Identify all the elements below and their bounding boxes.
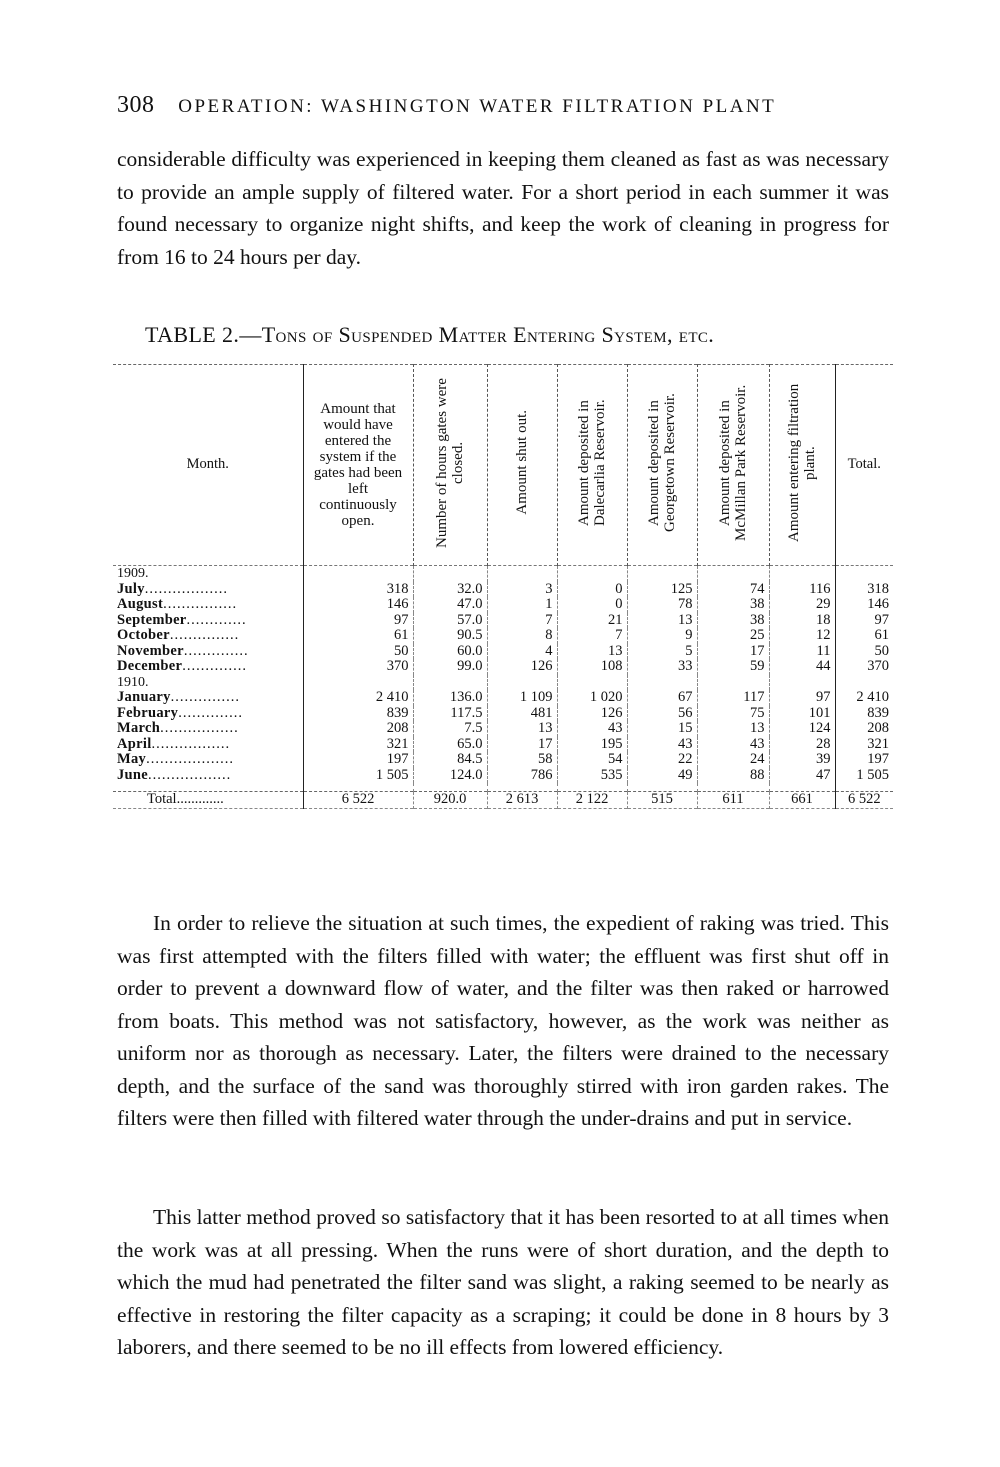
empty-cell (627, 566, 697, 582)
table-row (113, 737, 893, 753)
value-cell: 136.0 (413, 690, 487, 706)
value-cell: 50 (303, 644, 413, 660)
table-header-row (113, 365, 893, 566)
value-cell: 108 (557, 659, 627, 675)
table-row (113, 659, 893, 675)
value-cell: 0 (557, 597, 627, 613)
value-cell: 90.5 (413, 628, 487, 644)
empty-cell (697, 675, 769, 691)
value-cell: 22 (627, 752, 697, 768)
value-cell: 78 (627, 597, 697, 613)
table-caption-title: Tons of Suspended Matter Entering System, etc. (261, 322, 715, 347)
value-cell: 1 (487, 597, 557, 613)
empty-cell (413, 566, 487, 582)
table-row (113, 597, 893, 613)
value-cell: 1 109 (487, 690, 557, 706)
value-cell: 5 (627, 644, 697, 660)
month-cell: July.................. (117, 580, 229, 597)
total-value: 6 522 (303, 792, 413, 809)
value-cell: 124 (769, 721, 835, 737)
value-cell: 75 (697, 706, 769, 722)
value-cell: 839 (835, 706, 893, 722)
value-cell: 208 (835, 721, 893, 737)
value-cell: 47.0 (413, 597, 487, 613)
value-cell: 54 (557, 752, 627, 768)
value-cell: 1 020 (557, 690, 627, 706)
value-cell: 33 (627, 659, 697, 675)
value-cell: 126 (557, 706, 627, 722)
paragraph-text: This latter method proved so satisfactory that it has been resorted to at all times when the work was at all pressing. When the runs were of short duration, and the depth to which the mud had penetrated the filter sand was slight, a raking seemed to be nearly as effective in restoring the filter capacity as a scraping; it could be done in 8 hours by 3 laborers, and there seemed to be no ill effects from lowered efficiency. (117, 1205, 889, 1359)
month-cell: September............. (117, 611, 247, 628)
value-cell: 32.0 (413, 582, 487, 598)
value-cell: 146 (835, 597, 893, 613)
empty-cell (769, 675, 835, 691)
table-row (113, 752, 893, 768)
value-cell: 116 (769, 582, 835, 598)
value-cell: 318 (303, 582, 413, 598)
month-cell: June.................. (117, 766, 232, 783)
value-cell: 126 (487, 659, 557, 675)
col-header-shut-out: Amount shut out. (487, 365, 557, 566)
value-cell: 47 (769, 768, 835, 784)
value-cell: 13 (557, 644, 627, 660)
total-row (113, 792, 893, 809)
value-cell: 50 (835, 644, 893, 660)
paragraph-1 (117, 143, 889, 273)
col-header-georgetown: Amount deposited in Georgetown Reservoir. (627, 365, 697, 566)
col-header-mcmillan: Amount deposited in McMillan Park Reservoir. (697, 365, 769, 566)
col-header-potential-amount: Amount that would have entered the system if the gates had been left continuously open. (303, 365, 413, 566)
value-cell: 481 (487, 706, 557, 722)
table-body (113, 566, 893, 809)
col-header-hours-closed: Number of hours gates were closed. (413, 365, 487, 566)
year-label: 1910. (117, 674, 149, 690)
month-cell: January............... (117, 689, 241, 705)
value-cell: 17 (487, 737, 557, 753)
empty-cell (557, 675, 627, 691)
year-group-row (113, 566, 893, 582)
value-cell: 195 (557, 737, 627, 753)
col-header-month: Month. (186, 456, 229, 473)
paragraph-text: In order to relieve the situation at such times, the expedient of raking was tried. This was first attempted with the filters filled with water; the effluent was first shut off in order to prevent a downward flow of water, and the filter was then raked or harrowed from boats. This method was not satisfactory, however, as the work was neither as uniform nor as thorough as necessary. Later, the filters were drained to the necessary depth, and the surface of the sand was thoroughly stirred with iron garden rakes. The filters were then filled with filtered water through the under-drains and put in service. (117, 911, 889, 1130)
value-cell: 61 (835, 628, 893, 644)
value-cell: 7.5 (413, 721, 487, 737)
total-label: Total............. (147, 791, 224, 807)
value-cell: 786 (487, 768, 557, 784)
value-cell: 321 (303, 737, 413, 753)
empty-cell (835, 675, 893, 691)
value-cell: 4 (487, 644, 557, 660)
table-row (113, 582, 893, 598)
value-cell: 13 (697, 721, 769, 737)
value-cell: 17 (697, 644, 769, 660)
empty-cell (627, 675, 697, 691)
value-cell: 25 (697, 628, 769, 644)
year-label: 1909. (117, 566, 149, 581)
value-cell: 24 (697, 752, 769, 768)
value-cell: 318 (835, 582, 893, 598)
table-row (113, 706, 893, 722)
value-cell: 13 (487, 721, 557, 737)
empty-cell (487, 675, 557, 691)
total-value: 2 613 (487, 792, 557, 809)
table-caption (145, 322, 714, 348)
total-value: 611 (697, 792, 769, 809)
value-cell: 88 (697, 768, 769, 784)
paragraph-3 (117, 1201, 889, 1364)
paragraph-2 (117, 907, 889, 1135)
value-cell: 535 (557, 768, 627, 784)
empty-cell (303, 675, 413, 691)
value-cell: 38 (697, 613, 769, 629)
table-caption-prefix: TABLE 2.— (145, 322, 262, 347)
value-cell: 43 (557, 721, 627, 737)
value-cell: 1 505 (303, 768, 413, 784)
col-header-total: Total. (835, 365, 893, 566)
value-cell: 1 505 (835, 768, 893, 784)
value-cell: 21 (557, 613, 627, 629)
total-value: 920.0 (413, 792, 487, 809)
value-cell: 12 (769, 628, 835, 644)
empty-cell (557, 566, 627, 582)
value-cell: 125 (627, 582, 697, 598)
value-cell: 8 (487, 628, 557, 644)
empty-cell (697, 566, 769, 582)
value-cell: 56 (627, 706, 697, 722)
table-row (113, 628, 893, 644)
value-cell: 18 (769, 613, 835, 629)
table-row (113, 768, 893, 784)
value-cell: 13 (627, 613, 697, 629)
value-cell: 59 (697, 659, 769, 675)
value-cell: 58 (487, 752, 557, 768)
value-cell: 97 (303, 613, 413, 629)
running-title: OPERATION: WASHINGTON WATER FILTRATION PLANT (178, 96, 777, 117)
value-cell: 9 (627, 628, 697, 644)
value-cell: 370 (303, 659, 413, 675)
value-cell: 49 (627, 768, 697, 784)
value-cell: 7 (487, 613, 557, 629)
table-row (113, 721, 893, 737)
value-cell: 39 (769, 752, 835, 768)
value-cell: 124.0 (413, 768, 487, 784)
paragraph-text: considerable difficulty was experienced in keeping them cleaned as fast as was necessary to provide an ample supply of filtered water. For a short period in each summer it was found necessary to organize night shifts, and keep the work of cleaning in progress for from 16 to 24 hours per day. (117, 147, 889, 269)
spacer-row (113, 783, 893, 792)
value-cell: 65.0 (413, 737, 487, 753)
value-cell: 101 (769, 706, 835, 722)
value-cell: 61 (303, 628, 413, 644)
value-cell: 97 (835, 613, 893, 629)
value-cell: 146 (303, 597, 413, 613)
value-cell: 7 (557, 628, 627, 644)
value-cell: 43 (697, 737, 769, 753)
empty-cell (487, 566, 557, 582)
value-cell: 11 (769, 644, 835, 660)
total-value: 6 522 (835, 792, 893, 809)
value-cell: 321 (835, 737, 893, 753)
month-cell: March................. (117, 720, 239, 736)
table-row (113, 690, 893, 706)
value-cell: 0 (557, 582, 627, 598)
col-header-dalecarlia: Amount deposited in Dalecarlia Reservoir. (557, 365, 627, 566)
empty-cell (303, 566, 413, 582)
value-cell: 38 (697, 597, 769, 613)
value-cell: 28 (769, 737, 835, 753)
total-value: 661 (769, 792, 835, 809)
value-cell: 197 (303, 752, 413, 768)
col-header-filtration: Amount entering filtration plant. (769, 365, 835, 566)
month-cell: October............... (117, 627, 240, 643)
month-cell: August................ (117, 596, 238, 612)
empty-cell (413, 675, 487, 691)
running-head (117, 92, 897, 119)
data-table (113, 364, 893, 809)
month-cell: April................. (117, 735, 231, 752)
month-cell: May................... (117, 751, 234, 767)
month-cell: February.............. (117, 704, 243, 721)
total-value: 515 (627, 792, 697, 809)
month-cell: November.............. (117, 642, 249, 659)
total-value: 2 122 (557, 792, 627, 809)
value-cell: 15 (627, 721, 697, 737)
empty-cell (769, 566, 835, 582)
year-group-row (113, 675, 893, 691)
value-cell: 370 (835, 659, 893, 675)
value-cell: 117.5 (413, 706, 487, 722)
data-table-container (113, 364, 893, 809)
value-cell: 67 (627, 690, 697, 706)
value-cell: 84.5 (413, 752, 487, 768)
value-cell: 197 (835, 752, 893, 768)
value-cell: 117 (697, 690, 769, 706)
value-cell: 2 410 (303, 690, 413, 706)
value-cell: 208 (303, 721, 413, 737)
value-cell: 839 (303, 706, 413, 722)
value-cell: 57.0 (413, 613, 487, 629)
value-cell: 29 (769, 597, 835, 613)
value-cell: 99.0 (413, 659, 487, 675)
value-cell: 44 (769, 659, 835, 675)
value-cell: 2 410 (835, 690, 893, 706)
value-cell: 74 (697, 582, 769, 598)
table-row (113, 644, 893, 660)
value-cell: 3 (487, 582, 557, 598)
value-cell: 60.0 (413, 644, 487, 660)
page-number: 308 (117, 92, 155, 118)
value-cell: 43 (627, 737, 697, 753)
table-row (113, 613, 893, 629)
value-cell: 97 (769, 690, 835, 706)
empty-cell (835, 566, 893, 582)
month-cell: December.............. (117, 658, 247, 674)
